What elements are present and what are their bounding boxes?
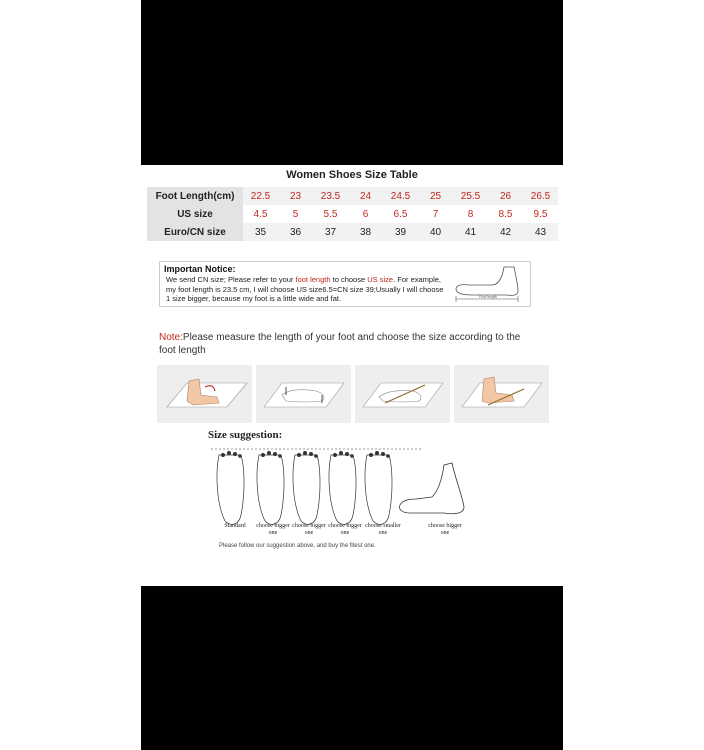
table-cell: 7 [418, 205, 453, 223]
label-choose-bigger-3: choose bigger one [328, 523, 362, 536]
foot-outline-standard [217, 455, 244, 524]
foot-outline-4 [329, 455, 356, 524]
table-cell: 41 [453, 223, 488, 241]
step-3-image [355, 365, 450, 423]
table-cell: 22.5 [243, 187, 278, 205]
foot-length-diagram-icon [452, 265, 524, 303]
step-1-image [157, 365, 252, 423]
table-cell: 23 [278, 187, 313, 205]
size-chart-image [141, 165, 563, 586]
table-row-foot-length [147, 187, 558, 205]
table-cell: 26 [488, 187, 523, 205]
table-cell: 40 [418, 223, 453, 241]
table-cell: 26.5 [523, 187, 558, 205]
notice-text: We send CN size; Please refer to your [166, 275, 296, 284]
table-cell: 24 [348, 187, 383, 205]
label-standard: Standard [224, 523, 246, 529]
label-choose-bigger-2: choose bigger one [292, 523, 326, 536]
table-cell: 6 [348, 205, 383, 223]
size-table [147, 187, 558, 241]
table-cell: 38 [348, 223, 383, 241]
table-cell: 8.5 [488, 205, 523, 223]
row-header: US size [147, 205, 243, 223]
table-cell: 25 [418, 187, 453, 205]
label-choose-smaller: choose smaller one [365, 523, 401, 536]
foot-outline-3 [293, 455, 320, 524]
important-notice [159, 261, 531, 307]
notice-text: 1 size bigger, because my foot is a little wide and fat. [166, 294, 342, 303]
notice-body [166, 275, 476, 304]
table-row-us-size [147, 205, 558, 223]
foot-outline-2 [257, 455, 284, 524]
table-cell: 42 [488, 223, 523, 241]
foot-outline-5 [365, 455, 392, 524]
table-cell: 5.5 [313, 205, 348, 223]
table-cell: 9.5 [523, 205, 558, 223]
table-cell: 39 [383, 223, 418, 241]
table-cell: 35 [243, 223, 278, 241]
follow-suggestion-text: Please follow our suggestion above, and buy the fitest one. [219, 543, 376, 549]
table-cell: 23.5 [313, 187, 348, 205]
table-cell: 43 [523, 223, 558, 241]
table-cell: 4.5 [243, 205, 278, 223]
ruler-measure-icon [355, 365, 450, 423]
size-suggestion-title: Size suggestion: [208, 429, 283, 441]
label-choose-bigger-4: choose bigger one [428, 523, 462, 536]
foot-on-paper-icon [157, 365, 252, 423]
table-cell: 8 [453, 205, 488, 223]
notice-highlight: US size [367, 275, 394, 284]
foot-outline-icon [256, 365, 351, 423]
table-cell: 24.5 [383, 187, 418, 205]
notice-text: . For example, [393, 275, 442, 284]
step-2-image [256, 365, 351, 423]
label-choose-bigger-1: choose bigger one [256, 523, 290, 536]
table-cell: 36 [278, 223, 313, 241]
note-text: Please measure the length of your foot and choose the size according to the foot length [159, 332, 521, 356]
foot-measure-icon [454, 365, 549, 423]
table-cell: 6.5 [383, 205, 418, 223]
notice-text: my foot length is 23.5 cm, I will choose US size6.5=CN size 39;Usually I will choose [166, 284, 444, 294]
row-header: Foot Length(cm) [147, 187, 243, 205]
high-instep-foot-icon [396, 461, 466, 521]
diagram-label: Foot length [479, 295, 497, 299]
top-black-bar [141, 0, 563, 165]
table-cell: 5 [278, 205, 313, 223]
note-label: Note: [159, 332, 183, 343]
step-4-image [454, 365, 549, 423]
table-cell: 25.5 [453, 187, 488, 205]
notice-text: to choose [330, 275, 368, 284]
row-header: Euro/CN size [147, 223, 243, 241]
notice-title: Importan Notice: [164, 264, 236, 274]
table-row-euro-cn-size [147, 223, 558, 241]
table-title: Women Shoes Size Table [286, 169, 418, 181]
bottom-black-bar [141, 586, 563, 750]
notice-highlight: foot length [295, 275, 331, 284]
table-cell: 37 [313, 223, 348, 241]
measuring-steps [157, 365, 549, 423]
measure-note [159, 331, 539, 357]
